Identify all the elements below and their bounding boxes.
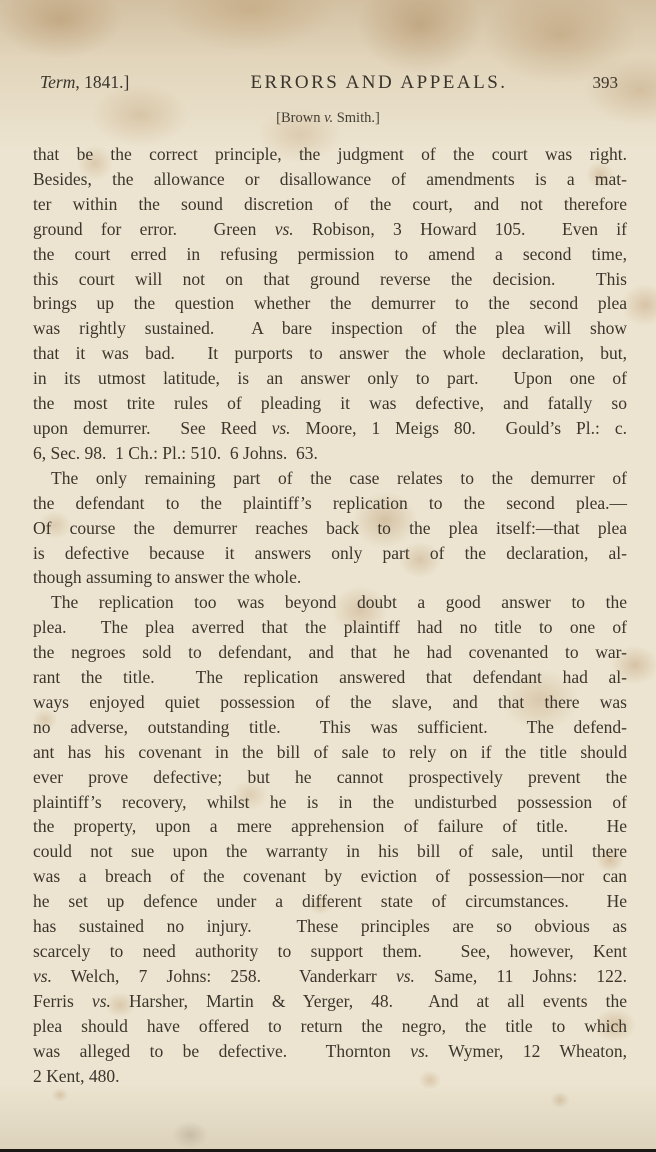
text-line: though assuming to answer the whole. bbox=[33, 567, 302, 588]
text-line: that it was bad. It purports to answer the whole declaration, but, bbox=[33, 343, 627, 364]
term-year: , 1841.] bbox=[75, 72, 130, 92]
text-line: the defendant to the plaintiff’s replication to the second plea.— bbox=[33, 492, 627, 513]
text-line: no adverse, outstanding title. This was sufficient. The defend- bbox=[33, 716, 627, 737]
text-line: ways enjoyed quiet possession of the slave, and that there was bbox=[33, 691, 627, 712]
text-line: the court erred in refusing permission to amend a second time, bbox=[33, 243, 627, 264]
text-line: is defective because it answers only part of the declaration, al- bbox=[33, 542, 627, 563]
page-title: ERRORS AND APPEALS. bbox=[250, 72, 508, 93]
text-line: The only remaining part of the case relates to the demurrer of bbox=[51, 467, 627, 488]
text-line: in its utmost latitude, is an answer only to part. Upon one of bbox=[33, 368, 627, 389]
text-line: ever prove defective; but he cannot prospectively prevent the bbox=[33, 766, 627, 787]
text-line: 2 Kent, 480. bbox=[33, 1065, 120, 1086]
text-line: scarcely to need authority to support them. See, however, Kent bbox=[33, 941, 627, 961]
case-caption: [Brown v. Smith.] bbox=[276, 110, 380, 126]
text-line: plea should have offered to return the negro, the title to which bbox=[33, 1015, 627, 1036]
term-date bbox=[40, 72, 200, 93]
text-line: was a breach of the covenant by eviction of possession—nor can bbox=[33, 866, 627, 887]
text-line: ground for error. Green vs. Robison, 3 Howard 105. Even if bbox=[33, 218, 627, 239]
text-line: could not sue upon the warranty in his bill of sale, until there bbox=[33, 841, 627, 862]
text-line: vs. Welch, 7 Johns: 258. Vanderkarr vs. Same, 11 Johns: 122. bbox=[33, 965, 627, 986]
text-line: was rightly sustained. A bare inspection of the plea will show bbox=[33, 318, 627, 339]
text-line: has sustained no injury. These principles are so obvious as bbox=[33, 916, 627, 937]
text-line: plaintiff’s recovery, whilst he is in the undisturbed possession of bbox=[33, 791, 627, 812]
running-head bbox=[40, 72, 618, 94]
text-line: plea. The plea averred that the plaintiff had no title to one of bbox=[33, 617, 627, 638]
text-line: the negroes sold to defendant, and that he had covenanted to war- bbox=[33, 642, 627, 663]
text-line: brings up the question whether the demurrer to the second plea bbox=[33, 293, 627, 314]
text-line: ter within the sound discretion of the court, and not therefore bbox=[33, 193, 627, 214]
term-word: Term bbox=[40, 72, 76, 92]
text-line: was alleged to be defective. Thornton vs. Wymer, 12 Wheaton, bbox=[33, 1040, 627, 1061]
text-line: the property, upon a mere apprehension of failure of title. He bbox=[33, 816, 627, 837]
text-line: 6, Sec. 98. 1 Ch.: Pl.: 510. 6 Johns. 63. bbox=[33, 442, 318, 463]
text-line: he set up defence under a different state of circumstances. He bbox=[33, 891, 627, 912]
text-line: Of course the demurrer reaches back to the plea itself:—that plea bbox=[33, 517, 627, 538]
text-line: that be the correct principle, the judgment of the court was right. bbox=[33, 144, 627, 164]
text-line: rant the title. The replication answered that defendant had al- bbox=[33, 667, 627, 688]
text-line: Ferris vs. Harsher, Martin & Yerger, 48. And at all events the bbox=[33, 990, 627, 1011]
text-line: upon demurrer. See Reed vs. Moore, 1 Meigs 80. Gould’s Pl.: c. bbox=[33, 417, 627, 438]
page-number: 393 bbox=[592, 73, 618, 92]
text-line: this court will not on that ground reverse the decision. This bbox=[33, 268, 627, 289]
text-line: Besides, the allowance or disallowance of amendments is a mat- bbox=[33, 168, 627, 189]
text-line: the most trite rules of pleading it was defective, and fatally so bbox=[33, 393, 627, 414]
text-line: The replication too was beyond doubt a good answer to the bbox=[51, 592, 627, 613]
text-line: ant has his covenant in the bill of sale to rely on if the title should bbox=[33, 741, 627, 762]
body-text bbox=[33, 142, 627, 1088]
